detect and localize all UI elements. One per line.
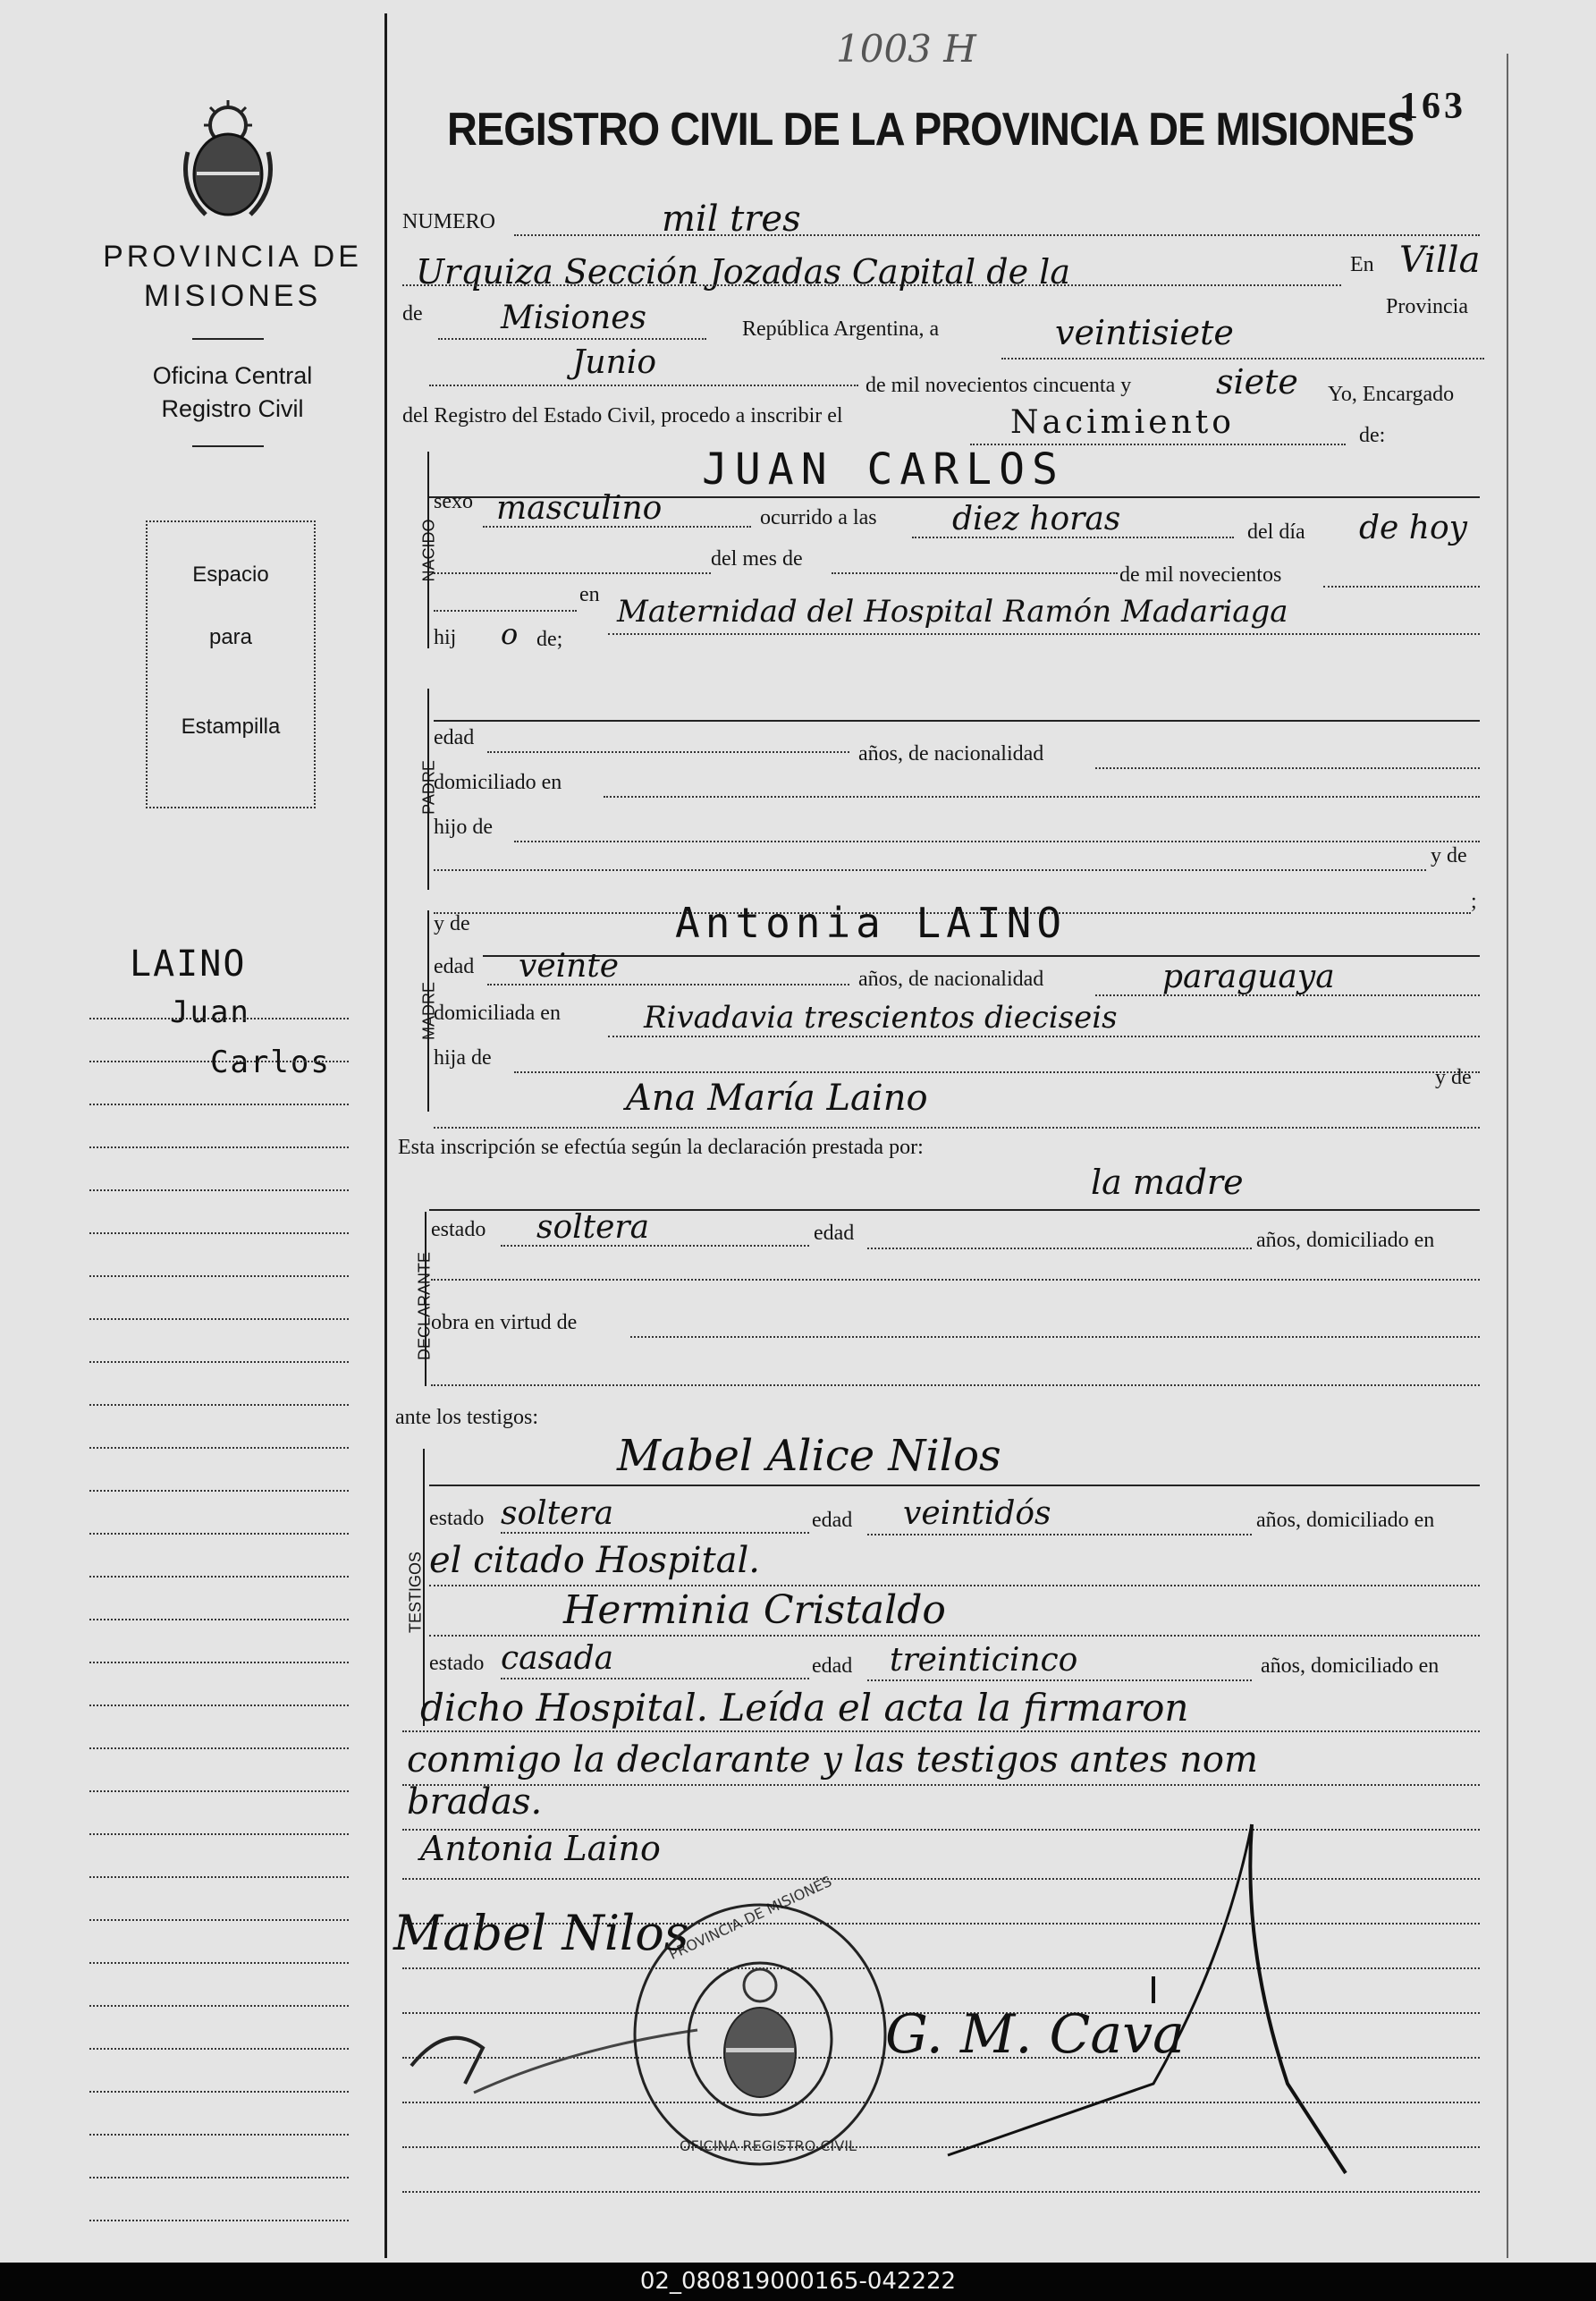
padre-semicolon: ; <box>1471 890 1477 913</box>
seal-bottom-text: OFICINA REGISTRO CIVIL <box>680 2137 857 2154</box>
margin-note-first: Juan <box>170 994 250 1030</box>
declarante-obra-label: obra en virtud de <box>431 1311 578 1334</box>
madre-domicilio-label: domiciliada en <box>434 1002 561 1025</box>
testigo1-estado-label: estado <box>429 1507 485 1530</box>
madre-de-value: Ana María Laino <box>626 1078 928 1119</box>
margin-ruled-line <box>89 1747 349 1749</box>
place-line-1: Villa <box>1399 240 1481 281</box>
month-value: Junio <box>572 344 656 381</box>
stamp-box-line-3: Estampilla <box>181 715 281 739</box>
margin-ruled-line <box>89 1490 349 1492</box>
hijo-value: o <box>501 617 519 651</box>
declarante-who-value: la madre <box>1091 1163 1244 1202</box>
provincia-label: Provincia <box>1386 295 1468 318</box>
declarante-label: DECLARANTE <box>415 1251 434 1361</box>
official-seal <box>626 1872 894 2169</box>
madre-name-value: Antonia LAINO <box>675 899 1068 947</box>
margin-ruled-line <box>89 1275 349 1277</box>
place-line-2: Urquiza Sección Jozadas Capital de la <box>416 252 1070 292</box>
mil-label: de mil novecientos <box>1119 563 1282 587</box>
province-name: PROVINCIA DE MISIONES <box>103 240 362 313</box>
margin-note-second: Carlos <box>210 1045 331 1080</box>
office-line-1: Oficina Central <box>152 362 313 389</box>
de-label: de <box>402 302 423 326</box>
seal-icon <box>626 1900 894 2169</box>
encargado-label: Yo, Encargado <box>1328 383 1455 406</box>
testigo2-anos-label: años, domiciliado en <box>1261 1654 1440 1678</box>
testigo2-name: Herminia Cristaldo <box>563 1587 946 1633</box>
margin-ruled-line <box>89 1833 349 1835</box>
stamp-box-line-2: para <box>208 625 253 649</box>
stamp-box-line-1: Espacio <box>192 563 269 587</box>
closing-line-2: conmigo la declarante y las testigos antes nom <box>407 1739 1258 1781</box>
sexo-label: sexo <box>434 490 473 513</box>
stamp-box <box>146 520 316 808</box>
margin-ruled-line <box>89 1146 349 1148</box>
page-number: 163 <box>1399 86 1466 127</box>
padre-domicilio-label: domiciliado en <box>434 771 562 794</box>
madre-label: MADRE <box>419 982 438 1041</box>
handwritten-annotation: 1003 H <box>836 27 976 71</box>
column-divider <box>384 13 387 2258</box>
madre-edad-label: edad <box>434 955 475 978</box>
testigo2-estado-label: estado <box>429 1652 485 1675</box>
testigos-label: TESTIGOS <box>406 1552 425 1634</box>
coat-of-arms-icon <box>179 98 277 224</box>
margin-ruled-line <box>89 2048 349 2050</box>
madre-anos-label: años, de nacionalidad <box>858 968 1044 991</box>
testigo1-domicilio-value: el citado Hospital. <box>429 1540 761 1581</box>
margin-ruled-line <box>89 2005 349 2007</box>
margin-ruled-line <box>89 1876 349 1878</box>
dia-label: del día <box>1247 520 1305 544</box>
margin-ruled-line <box>89 1189 349 1191</box>
madre-hija-label: hija de <box>434 1046 492 1070</box>
child-name: JUAN CARLOS <box>702 444 1065 495</box>
margin-ruled-line <box>89 1662 349 1663</box>
de2-label: de: <box>1359 424 1386 447</box>
declarante-edad-label: edad <box>814 1222 855 1245</box>
mes-label: del mes de <box>711 547 803 571</box>
closing-line-1: dicho Hospital. Leída el acta la firmaron <box>420 1686 1189 1730</box>
signature-ruled-line <box>402 2191 1480 2193</box>
numero-value: mil tres <box>662 199 801 240</box>
hora-value: diez horas <box>952 501 1121 537</box>
testigo2-edad-value: treinticinco <box>890 1642 1078 1679</box>
margin-ruled-line <box>89 1318 349 1320</box>
registro-label: del Registro del Estado Civil, procedo a inscribir el <box>402 404 843 427</box>
madre-edad-value: veinte <box>519 948 620 985</box>
margin-ruled-line <box>89 1619 349 1620</box>
margin-ruled-line <box>89 1361 349 1363</box>
signature-flourish-icon <box>393 1815 1395 2191</box>
dia-value: de hoy <box>1359 510 1467 546</box>
province-value: Misiones <box>501 300 647 336</box>
margin-ruled-line <box>89 1404 349 1406</box>
right-edge <box>1507 54 1508 2258</box>
testigo1-edad-label: edad <box>812 1509 853 1532</box>
padre-anos-label: años, de nacionalidad <box>858 742 1044 766</box>
padre-label: PADRE <box>419 760 438 815</box>
nacido-de-label: de; <box>536 628 563 651</box>
margin-ruled-line <box>89 1962 349 1964</box>
republica-label: República Argentina, a <box>742 317 940 341</box>
nacido-en-label: en <box>579 583 600 606</box>
signature-officer: G. M. Cava <box>885 2003 1185 2066</box>
signature-mabel: Mabel Nilos <box>393 1905 689 1961</box>
year-value: siete <box>1216 362 1298 402</box>
hijo-label: hij <box>434 626 457 649</box>
declarante-estado-label: estado <box>431 1218 486 1241</box>
margin-ruled-line <box>89 1447 349 1449</box>
image-caption: 02_080819000165-042222 <box>639 2268 957 2295</box>
margin-ruled-line <box>89 1919 349 1921</box>
margin-ruled-line <box>89 1104 349 1105</box>
margin-ruled-line <box>89 1576 349 1578</box>
testigo1-estado-value: soltera <box>501 1495 614 1532</box>
margin-ruled-line <box>89 1533 349 1535</box>
margin-ruled-line <box>89 1061 349 1062</box>
seal-outer-text: PROVINCIA DE MISIONES <box>666 1872 835 1964</box>
page-title: REGISTRO CIVIL DE LA PROVINCIA DE MISIONES <box>447 104 1414 156</box>
testigo1-name: Mabel Alice Nilos <box>617 1431 1001 1481</box>
padre-edad-label: edad <box>434 726 475 749</box>
madre-nacionalidad-value: paraguaya <box>1162 959 1335 995</box>
declarante-estado-value: soltera <box>536 1209 650 1246</box>
margin-note-surname: LAINO <box>130 943 247 985</box>
margin-ruled-line <box>89 1790 349 1792</box>
madre-yde-label: y de <box>434 912 470 935</box>
numero-label: NUMERO <box>402 210 496 233</box>
padre-hijo-label: hijo de <box>434 816 493 839</box>
acta-type: Nacimiento <box>1010 404 1235 441</box>
margin-ruled-line <box>89 2177 349 2178</box>
closing-line-4: Antonia Laino <box>420 1829 661 1868</box>
margin-ruled-line <box>89 1232 349 1234</box>
testigo2-edad-label: edad <box>812 1654 853 1678</box>
sexo-value: masculino <box>496 490 663 527</box>
nacido-label: NACIDO <box>419 519 438 582</box>
year-label: de mil novecientos cincuenta y <box>866 374 1132 397</box>
testigo1-anos-label: años, domiciliado en <box>1256 1509 1435 1532</box>
margin-ruled-line <box>89 2091 349 2093</box>
padre-yde-label: y de <box>1431 844 1467 867</box>
ocurrido-label: ocurrido a las <box>760 506 877 529</box>
declarante-anos-label: años, domiciliado en <box>1256 1229 1435 1252</box>
testigo2-estado-value: casada <box>501 1640 614 1677</box>
lugar-value: Maternidad del Hospital Ramón Madariaga <box>617 594 1288 630</box>
margin-ruled-line <box>89 1705 349 1706</box>
margin-ruled-line <box>89 1018 349 1019</box>
madre-yde2-label: y de <box>1435 1066 1472 1089</box>
testigos-intro: ante los testigos: <box>395 1406 538 1429</box>
margin-ruled-line <box>89 2134 349 2136</box>
closing-line-3: bradas. <box>407 1781 543 1823</box>
margin-ruled-line <box>89 2220 349 2221</box>
madre-domicilio-value: Rivadavia trescientos dieciseis <box>644 1000 1118 1036</box>
en-label: En <box>1350 253 1374 276</box>
office-line-2: Registro Civil <box>161 395 304 422</box>
testigo1-edad-value: veintidós <box>903 1495 1051 1532</box>
day-value: veintisiete <box>1055 313 1234 352</box>
declaracion-intro: Esta inscripción se efectúa según la declaración prestada por: <box>398 1136 924 1159</box>
